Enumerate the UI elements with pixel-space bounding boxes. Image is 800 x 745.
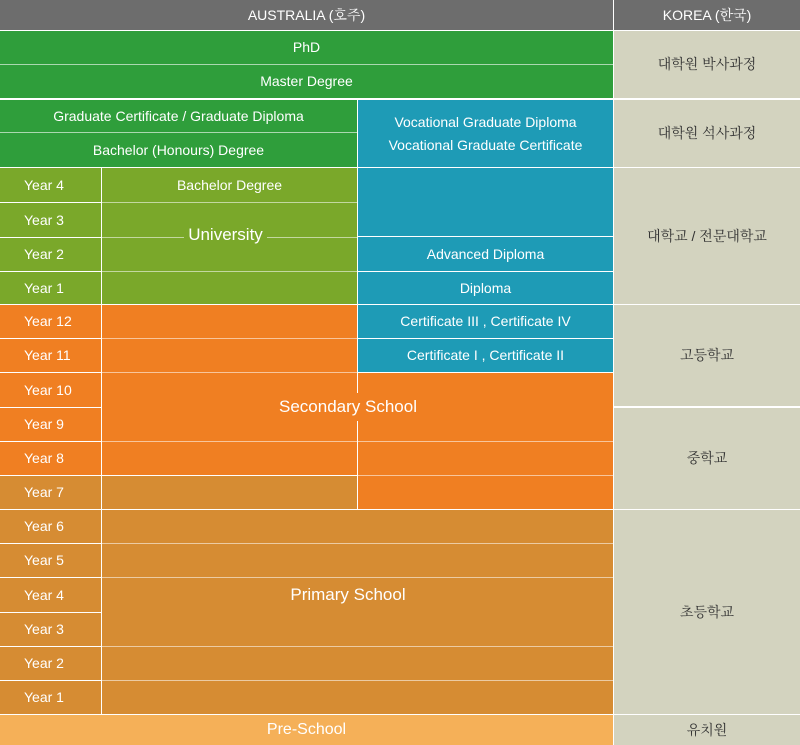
korea-kindergarten: 유치원: [614, 715, 800, 745]
year-label: Year 2: [0, 647, 101, 680]
row-divider: [102, 441, 613, 442]
year-label: Year 3: [0, 613, 101, 646]
vocational-graduate-block: [358, 100, 613, 167]
phd-row: PhD: [0, 31, 613, 65]
advanced-diploma-row: Advanced Diploma: [358, 237, 613, 271]
year-label: Year 7: [0, 476, 101, 509]
year-label: Year 1: [0, 272, 101, 304]
vocational-empty-block: [358, 168, 613, 236]
university-label: University: [102, 218, 349, 252]
row-divider: [102, 475, 613, 476]
bachelor-degree-label: Bachelor Degree: [176, 176, 283, 193]
korea-masters: 대학원 석사과정: [614, 100, 800, 167]
primary-school-label: Primary School: [102, 578, 594, 612]
row-divider: [102, 543, 613, 544]
year-label: Year 9: [0, 408, 101, 441]
certificate-1-2-row: Certificate I , Certificate II: [358, 339, 613, 372]
year-label: Year 3: [0, 203, 101, 237]
year-label: Year 2: [0, 238, 101, 271]
pre-school-row: Pre-School: [0, 715, 613, 745]
row-divider: [102, 271, 357, 272]
bachelor-honours-row: Bachelor (Honours) Degree: [0, 133, 357, 167]
row-divider: [102, 646, 613, 647]
year-label: Year 12: [0, 305, 101, 338]
primary-school-block: [102, 510, 613, 714]
vocational-graduate-diploma: Vocational Graduate Diploma: [394, 114, 577, 131]
year-label: Year 5: [0, 544, 101, 577]
year-label: Year 11: [0, 339, 101, 372]
year-label: Year 4: [0, 168, 101, 202]
korea-high-school: 고등학교: [614, 305, 800, 406]
diploma-row: Diploma: [358, 272, 613, 304]
row-divider: [102, 680, 613, 681]
year-label: Year 8: [0, 442, 101, 475]
year-label: Year 1: [0, 681, 101, 714]
year-label: Year 10: [0, 373, 101, 407]
row-divider: [102, 372, 613, 373]
graduate-certificate-row: Graduate Certificate / Graduate Diploma: [0, 100, 357, 133]
year7-primary-overlap: [102, 476, 357, 509]
australia-header: AUSTRALIA (호주): [0, 0, 613, 30]
year-label: Year 4: [0, 578, 101, 612]
year-label: Year 6: [0, 510, 101, 543]
korea-elementary: 초등학교: [614, 510, 800, 714]
korea-header: KOREA (한국): [614, 0, 800, 30]
row-divider: [102, 338, 357, 339]
vocational-graduate-certificate: Vocational Graduate Certificate: [388, 136, 583, 153]
row-divider: [102, 202, 357, 203]
certificate-3-4-row: Certificate III , Certificate IV: [358, 305, 613, 338]
korea-doctoral: 대학원 박사과정: [614, 31, 800, 98]
korea-middle-school: 중학교: [614, 408, 800, 509]
master-degree-row: Master Degree: [0, 65, 613, 98]
secondary-school-label: Secondary School: [102, 390, 594, 424]
korea-university: 대학교 / 전문대학교: [614, 168, 800, 304]
